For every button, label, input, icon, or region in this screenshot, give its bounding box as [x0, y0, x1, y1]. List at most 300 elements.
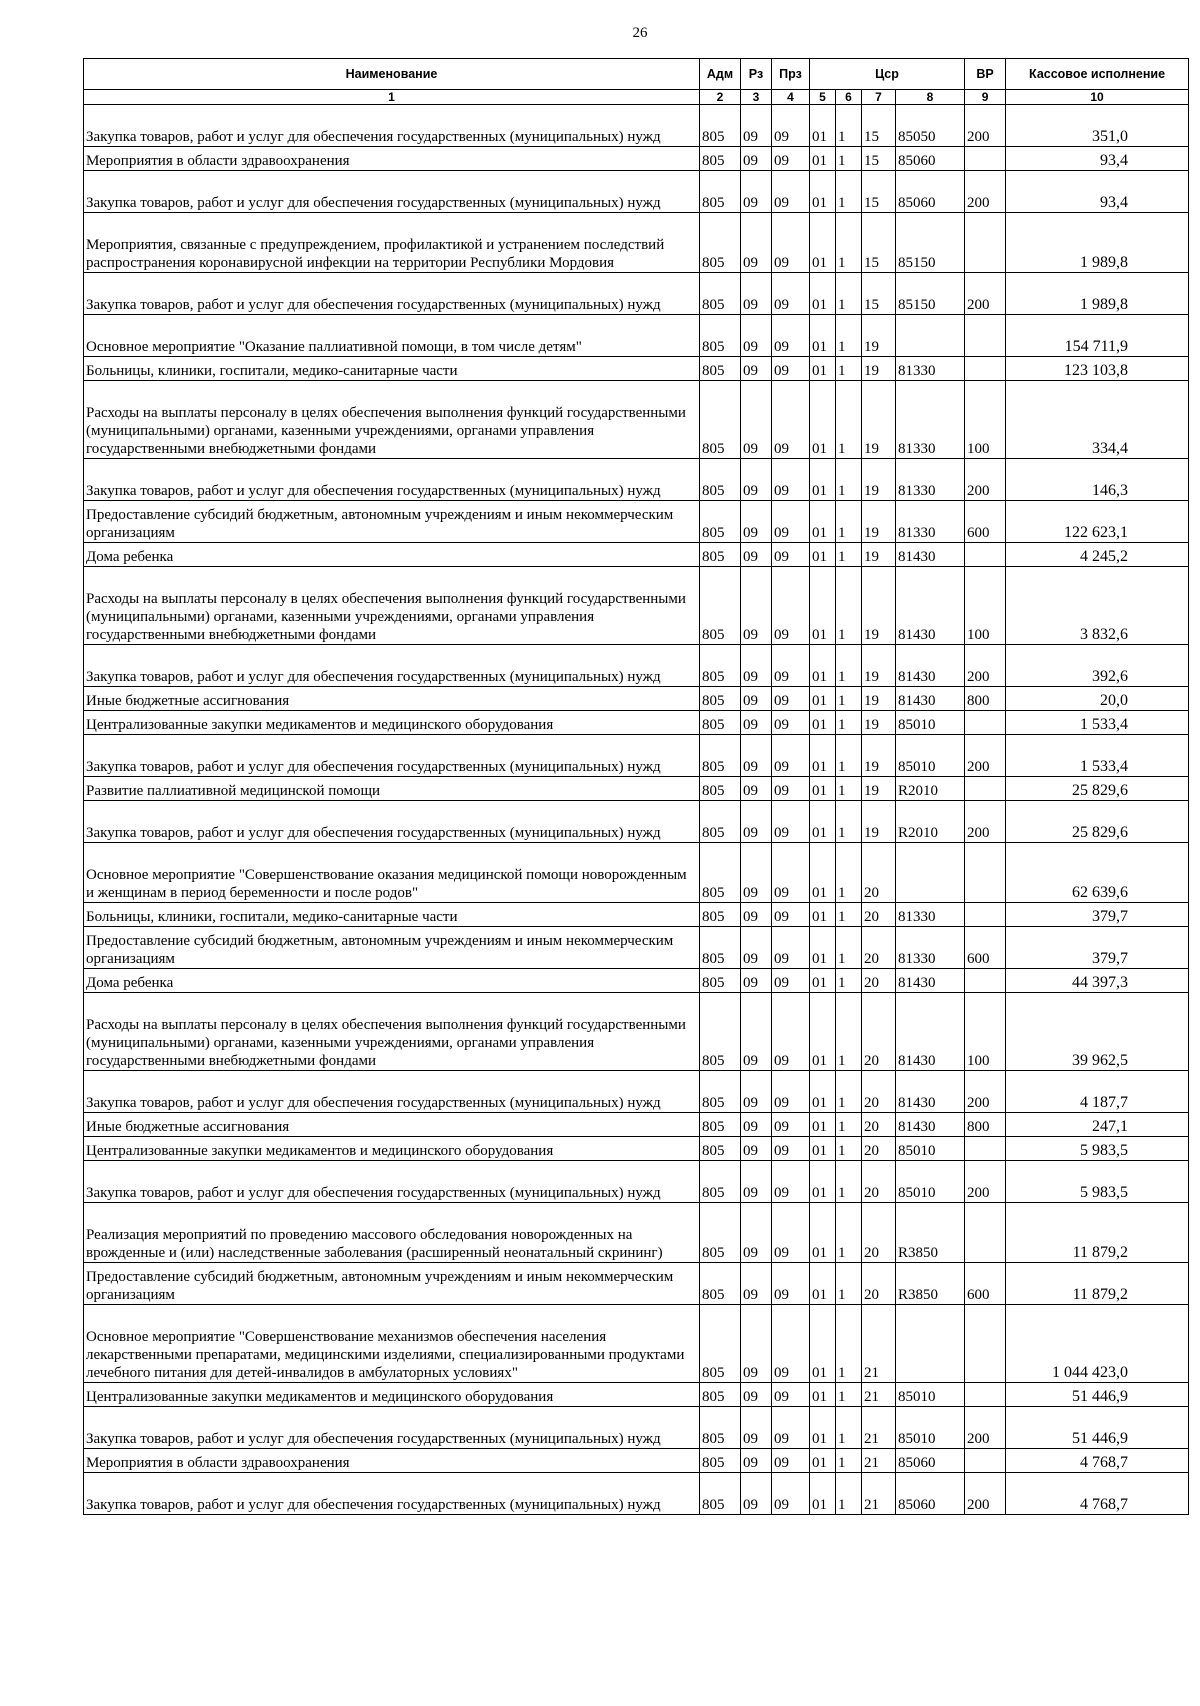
row-csr-subprogram: 1 — [836, 273, 862, 315]
row-csr-subprogram: 1 — [836, 1161, 862, 1203]
row-amount: 4 768,7 — [1006, 1449, 1189, 1473]
row-csr-event: 19 — [862, 801, 896, 843]
column-number: 9 — [965, 90, 1006, 105]
row-name: Закупка товаров, работ и услуг для обеспечения государственных (муниципальных) нужд — [84, 735, 700, 777]
row-name: Развитие паллиативной медицинской помощи — [84, 777, 700, 801]
row-csr-event: 15 — [862, 213, 896, 273]
row-adm: 805 — [700, 801, 741, 843]
row-vr — [965, 1383, 1006, 1407]
row-vr: 200 — [965, 645, 1006, 687]
row-prz: 09 — [772, 645, 810, 687]
row-vr: 600 — [965, 1263, 1006, 1305]
row-csr-subprogram: 1 — [836, 993, 862, 1071]
row-csr-direction: 81330 — [896, 357, 965, 381]
row-csr-subprogram: 1 — [836, 1203, 862, 1263]
row-csr-subprogram: 1 — [836, 357, 862, 381]
row-amount: 25 829,6 — [1006, 777, 1189, 801]
row-csr-program: 01 — [810, 927, 836, 969]
row-prz: 09 — [772, 1263, 810, 1305]
row-vr: 200 — [965, 171, 1006, 213]
row-csr-program: 01 — [810, 735, 836, 777]
row-csr-program: 01 — [810, 213, 836, 273]
row-name: Централизованные закупки медикаментов и медицинского оборудования — [84, 1137, 700, 1161]
row-prz: 09 — [772, 357, 810, 381]
row-csr-program: 01 — [810, 801, 836, 843]
row-adm: 805 — [700, 543, 741, 567]
row-adm: 805 — [700, 777, 741, 801]
table-row — [84, 381, 1189, 459]
row-rz: 09 — [741, 357, 772, 381]
row-vr — [965, 711, 1006, 735]
column-number: 8 — [896, 90, 965, 105]
table-row — [84, 1071, 1189, 1113]
table-row — [84, 1263, 1189, 1305]
row-amount: 334,4 — [1006, 381, 1189, 459]
row-adm: 805 — [700, 459, 741, 501]
row-adm: 805 — [700, 1305, 741, 1383]
row-csr-subprogram: 1 — [836, 1113, 862, 1137]
row-csr-program: 01 — [810, 711, 836, 735]
table-row — [84, 171, 1189, 213]
row-name: Централизованные закупки медикаментов и медицинского оборудования — [84, 1383, 700, 1407]
row-rz: 09 — [741, 1071, 772, 1113]
row-rz: 09 — [741, 147, 772, 171]
row-csr-direction — [896, 315, 965, 357]
row-csr-program: 01 — [810, 1305, 836, 1383]
row-rz: 09 — [741, 1137, 772, 1161]
row-prz: 09 — [772, 147, 810, 171]
table-row — [84, 315, 1189, 357]
row-csr-event: 19 — [862, 687, 896, 711]
row-csr-program: 01 — [810, 645, 836, 687]
row-csr-event: 19 — [862, 381, 896, 459]
row-rz: 09 — [741, 1383, 772, 1407]
row-amount: 1 533,4 — [1006, 711, 1189, 735]
row-adm: 805 — [700, 927, 741, 969]
row-csr-direction: 81430 — [896, 993, 965, 1071]
row-rz: 09 — [741, 315, 772, 357]
row-name: Основное мероприятие "Совершенствование механизмов обеспечения населения лекарственными препаратами, медицинскими изделиями, специализированными продуктами лечебного питания для детей-инвалидов в амбулаторных условиях" — [84, 1305, 700, 1383]
row-prz: 09 — [772, 801, 810, 843]
page-number: 26 — [632, 25, 648, 41]
row-rz: 09 — [741, 381, 772, 459]
header-row — [84, 59, 1189, 90]
row-csr-direction: 81430 — [896, 543, 965, 567]
row-csr-event: 21 — [862, 1473, 896, 1515]
row-csr-program: 01 — [810, 993, 836, 1071]
row-csr-event: 19 — [862, 645, 896, 687]
row-rz: 09 — [741, 1407, 772, 1449]
row-csr-program: 01 — [810, 777, 836, 801]
row-csr-program: 01 — [810, 543, 836, 567]
row-adm: 805 — [700, 1407, 741, 1449]
row-vr — [965, 969, 1006, 993]
row-prz: 09 — [772, 1305, 810, 1383]
column-number: 1 — [84, 90, 700, 105]
table-row — [84, 903, 1189, 927]
row-rz: 09 — [741, 567, 772, 645]
table-row — [84, 645, 1189, 687]
table-row — [84, 213, 1189, 273]
table-row — [84, 105, 1189, 147]
row-vr — [965, 777, 1006, 801]
budget-table — [83, 58, 1189, 1515]
row-vr: 800 — [965, 1113, 1006, 1137]
row-csr-program: 01 — [810, 1473, 836, 1515]
table-row — [84, 711, 1189, 735]
row-csr-program: 01 — [810, 843, 836, 903]
row-csr-direction: 81430 — [896, 645, 965, 687]
table-row — [84, 1449, 1189, 1473]
row-vr: 100 — [965, 381, 1006, 459]
row-csr-subprogram: 1 — [836, 903, 862, 927]
row-rz: 09 — [741, 459, 772, 501]
row-name: Мероприятия в области здравоохранения — [84, 1449, 700, 1473]
row-name: Дома ребенка — [84, 969, 700, 993]
row-csr-subprogram: 1 — [836, 1137, 862, 1161]
row-csr-subprogram: 1 — [836, 1383, 862, 1407]
table-row — [84, 1137, 1189, 1161]
row-vr: 200 — [965, 1161, 1006, 1203]
row-rz: 09 — [741, 1263, 772, 1305]
row-rz: 09 — [741, 777, 772, 801]
row-csr-subprogram: 1 — [836, 711, 862, 735]
row-prz: 09 — [772, 1407, 810, 1449]
row-csr-direction: 85050 — [896, 105, 965, 147]
row-name: Закупка товаров, работ и услуг для обеспечения государственных (муниципальных) нужд — [84, 459, 700, 501]
row-csr-event: 19 — [862, 357, 896, 381]
row-csr-subprogram: 1 — [836, 1407, 862, 1449]
row-name: Мероприятия в области здравоохранения — [84, 147, 700, 171]
row-rz: 09 — [741, 105, 772, 147]
row-csr-program: 01 — [810, 1161, 836, 1203]
row-vr — [965, 843, 1006, 903]
row-csr-program: 01 — [810, 1071, 836, 1113]
row-csr-event: 20 — [862, 969, 896, 993]
table-row — [84, 459, 1189, 501]
row-prz: 09 — [772, 1473, 810, 1515]
row-csr-subprogram: 1 — [836, 315, 862, 357]
row-prz: 09 — [772, 567, 810, 645]
row-vr — [965, 543, 1006, 567]
row-rz: 09 — [741, 843, 772, 903]
row-name: Централизованные закупки медикаментов и медицинского оборудования — [84, 711, 700, 735]
row-amount: 25 829,6 — [1006, 801, 1189, 843]
row-csr-event: 20 — [862, 843, 896, 903]
row-csr-event: 20 — [862, 1071, 896, 1113]
row-csr-subprogram: 1 — [836, 687, 862, 711]
row-name: Закупка товаров, работ и услуг для обеспечения государственных (муниципальных) нужд — [84, 1071, 700, 1113]
row-amount: 11 879,2 — [1006, 1263, 1189, 1305]
table-row — [84, 147, 1189, 171]
row-prz: 09 — [772, 459, 810, 501]
row-prz: 09 — [772, 501, 810, 543]
column-number: 5 — [810, 90, 836, 105]
row-csr-program: 01 — [810, 1113, 836, 1137]
row-csr-program: 01 — [810, 459, 836, 501]
row-rz: 09 — [741, 969, 772, 993]
row-csr-subprogram: 1 — [836, 1071, 862, 1113]
row-csr-program: 01 — [810, 1137, 836, 1161]
row-adm: 805 — [700, 687, 741, 711]
row-amount: 93,4 — [1006, 147, 1189, 171]
row-csr-subprogram: 1 — [836, 381, 862, 459]
row-rz: 09 — [741, 801, 772, 843]
row-amount: 379,7 — [1006, 903, 1189, 927]
row-csr-direction: 85010 — [896, 735, 965, 777]
row-name: Расходы на выплаты персоналу в целях обеспечения выполнения функций государственными (муниципальными) органами, казенными учреждениями, органами управления государственными внебюджетными фондами — [84, 381, 700, 459]
row-adm: 805 — [700, 357, 741, 381]
table-row — [84, 357, 1189, 381]
row-csr-event: 19 — [862, 711, 896, 735]
row-prz: 09 — [772, 1161, 810, 1203]
row-csr-event: 21 — [862, 1383, 896, 1407]
table-row — [84, 927, 1189, 969]
row-prz: 09 — [772, 171, 810, 213]
row-csr-subprogram: 1 — [836, 459, 862, 501]
row-csr-direction: 85010 — [896, 711, 965, 735]
row-rz: 09 — [741, 1473, 772, 1515]
table-row — [84, 1161, 1189, 1203]
row-prz: 09 — [772, 213, 810, 273]
row-csr-event: 20 — [862, 1203, 896, 1263]
row-adm: 805 — [700, 1263, 741, 1305]
row-amount: 392,6 — [1006, 645, 1189, 687]
row-csr-direction: 81330 — [896, 903, 965, 927]
row-rz: 09 — [741, 927, 772, 969]
column-number: 2 — [700, 90, 741, 105]
row-csr-program: 01 — [810, 315, 836, 357]
row-adm: 805 — [700, 993, 741, 1071]
row-adm: 805 — [700, 567, 741, 645]
row-prz: 09 — [772, 735, 810, 777]
row-csr-direction: 81430 — [896, 687, 965, 711]
row-adm: 805 — [700, 735, 741, 777]
header-name: Наименование — [84, 59, 700, 90]
row-csr-direction: 81430 — [896, 567, 965, 645]
row-rz: 09 — [741, 543, 772, 567]
row-prz: 09 — [772, 105, 810, 147]
row-prz: 09 — [772, 1113, 810, 1137]
row-amount: 1 989,8 — [1006, 273, 1189, 315]
row-csr-subprogram: 1 — [836, 147, 862, 171]
table-row — [84, 777, 1189, 801]
row-name: Закупка товаров, работ и услуг для обеспечения государственных (муниципальных) нужд — [84, 171, 700, 213]
row-prz: 09 — [772, 927, 810, 969]
row-csr-direction: 85150 — [896, 273, 965, 315]
row-rz: 09 — [741, 1305, 772, 1383]
row-amount: 3 832,6 — [1006, 567, 1189, 645]
row-csr-direction: 81430 — [896, 1071, 965, 1113]
header-amount: Кассовое исполнение — [1006, 59, 1189, 90]
row-adm: 805 — [700, 843, 741, 903]
row-vr: 200 — [965, 1473, 1006, 1515]
row-name: Больницы, клиники, госпитали, медико-санитарные части — [84, 903, 700, 927]
table-row — [84, 969, 1189, 993]
row-name: Закупка товаров, работ и услуг для обеспечения государственных (муниципальных) нужд — [84, 1407, 700, 1449]
row-name: Закупка товаров, работ и услуг для обеспечения государственных (муниципальных) нужд — [84, 801, 700, 843]
row-rz: 09 — [741, 1203, 772, 1263]
row-adm: 805 — [700, 1071, 741, 1113]
row-csr-event: 15 — [862, 273, 896, 315]
row-rz: 09 — [741, 1161, 772, 1203]
row-csr-subprogram: 1 — [836, 927, 862, 969]
row-csr-direction: 85010 — [896, 1383, 965, 1407]
column-number: 7 — [862, 90, 896, 105]
row-csr-program: 01 — [810, 273, 836, 315]
table-row — [84, 801, 1189, 843]
row-rz: 09 — [741, 213, 772, 273]
row-adm: 805 — [700, 1473, 741, 1515]
row-csr-program: 01 — [810, 1407, 836, 1449]
row-name: Закупка товаров, работ и услуг для обеспечения государственных (муниципальных) нужд — [84, 1473, 700, 1515]
row-rz: 09 — [741, 1449, 772, 1473]
row-prz: 09 — [772, 381, 810, 459]
row-amount: 62 639,6 — [1006, 843, 1189, 903]
row-amount: 5 983,5 — [1006, 1137, 1189, 1161]
row-prz: 09 — [772, 315, 810, 357]
row-amount: 122 623,1 — [1006, 501, 1189, 543]
header-vr: ВР — [965, 59, 1006, 90]
row-vr: 100 — [965, 993, 1006, 1071]
row-csr-program: 01 — [810, 105, 836, 147]
row-csr-direction: R3850 — [896, 1203, 965, 1263]
row-vr: 800 — [965, 687, 1006, 711]
row-csr-subprogram: 1 — [836, 801, 862, 843]
table-row — [84, 687, 1189, 711]
row-vr: 200 — [965, 459, 1006, 501]
row-amount: 154 711,9 — [1006, 315, 1189, 357]
row-adm: 805 — [700, 171, 741, 213]
row-csr-direction: 85150 — [896, 213, 965, 273]
row-csr-program: 01 — [810, 171, 836, 213]
table-row — [84, 1407, 1189, 1449]
table-row — [84, 543, 1189, 567]
row-csr-subprogram: 1 — [836, 645, 862, 687]
table-row — [84, 1203, 1189, 1263]
row-amount: 93,4 — [1006, 171, 1189, 213]
row-csr-direction: R2010 — [896, 777, 965, 801]
row-rz: 09 — [741, 735, 772, 777]
row-vr: 200 — [965, 273, 1006, 315]
row-amount: 11 879,2 — [1006, 1203, 1189, 1263]
row-csr-subprogram: 1 — [836, 1449, 862, 1473]
row-csr-subprogram: 1 — [836, 843, 862, 903]
row-adm: 805 — [700, 1161, 741, 1203]
row-name: Мероприятия, связанные с предупреждением, профилактикой и устранением последствий распространения коронавирусной инфекции на территории Республики Мордовия — [84, 213, 700, 273]
row-csr-direction: 85010 — [896, 1137, 965, 1161]
row-adm: 805 — [700, 381, 741, 459]
row-vr: 200 — [965, 1071, 1006, 1113]
table-body — [84, 105, 1189, 1515]
row-csr-direction: 81430 — [896, 1113, 965, 1137]
row-rz: 09 — [741, 273, 772, 315]
row-name: Расходы на выплаты персоналу в целях обеспечения выполнения функций государственными (муниципальными) органами, казенными учреждениями, органами управления государственными внебюджетными фондами — [84, 567, 700, 645]
column-number-row — [84, 90, 1189, 105]
row-adm: 805 — [700, 645, 741, 687]
row-csr-event: 20 — [862, 1113, 896, 1137]
row-name: Предоставление субсидий бюджетным, автономным учреждениям и иным некоммерческим организациям — [84, 927, 700, 969]
row-csr-direction: 81430 — [896, 969, 965, 993]
row-adm: 805 — [700, 315, 741, 357]
row-csr-program: 01 — [810, 147, 836, 171]
row-name: Расходы на выплаты персоналу в целях обеспечения выполнения функций государственными (муниципальными) органами, казенными учреждениями, органами управления государственными внебюджетными фондами — [84, 993, 700, 1071]
row-csr-direction: 85010 — [896, 1407, 965, 1449]
row-amount: 123 103,8 — [1006, 357, 1189, 381]
row-rz: 09 — [741, 1113, 772, 1137]
column-number: 4 — [772, 90, 810, 105]
row-csr-event: 19 — [862, 567, 896, 645]
row-amount: 4 245,2 — [1006, 543, 1189, 567]
row-amount: 146,3 — [1006, 459, 1189, 501]
row-csr-event: 20 — [862, 1263, 896, 1305]
row-amount: 51 446,9 — [1006, 1407, 1189, 1449]
row-name: Закупка товаров, работ и услуг для обеспечения государственных (муниципальных) нужд — [84, 273, 700, 315]
row-prz: 09 — [772, 1071, 810, 1113]
row-adm: 805 — [700, 969, 741, 993]
row-adm: 805 — [700, 1383, 741, 1407]
row-adm: 805 — [700, 105, 741, 147]
row-csr-event: 19 — [862, 543, 896, 567]
table-row — [84, 501, 1189, 543]
row-amount: 51 446,9 — [1006, 1383, 1189, 1407]
row-vr: 200 — [965, 735, 1006, 777]
row-adm: 805 — [700, 1137, 741, 1161]
row-amount: 351,0 — [1006, 105, 1189, 147]
row-vr: 200 — [965, 801, 1006, 843]
row-csr-direction: 81330 — [896, 501, 965, 543]
row-csr-subprogram: 1 — [836, 213, 862, 273]
row-rz: 09 — [741, 171, 772, 213]
row-vr: 600 — [965, 501, 1006, 543]
row-name: Основное мероприятие "Оказание паллиативной помощи, в том числе детям" — [84, 315, 700, 357]
row-csr-event: 15 — [862, 147, 896, 171]
row-amount: 1 989,8 — [1006, 213, 1189, 273]
table-row — [84, 273, 1189, 315]
row-csr-event: 15 — [862, 171, 896, 213]
row-csr-program: 01 — [810, 903, 836, 927]
row-rz: 09 — [741, 711, 772, 735]
row-prz: 09 — [772, 1449, 810, 1473]
row-prz: 09 — [772, 1203, 810, 1263]
row-csr-event: 21 — [862, 1407, 896, 1449]
row-prz: 09 — [772, 969, 810, 993]
row-csr-direction — [896, 1305, 965, 1383]
row-csr-direction: 85060 — [896, 171, 965, 213]
row-name: Дома ребенка — [84, 543, 700, 567]
row-prz: 09 — [772, 903, 810, 927]
row-vr: 200 — [965, 1407, 1006, 1449]
header-csr: Цср — [810, 59, 965, 90]
row-adm: 805 — [700, 1113, 741, 1137]
row-csr-direction: 85060 — [896, 147, 965, 171]
row-csr-subprogram: 1 — [836, 1473, 862, 1515]
row-csr-direction — [896, 843, 965, 903]
row-vr: 600 — [965, 927, 1006, 969]
row-csr-subprogram: 1 — [836, 171, 862, 213]
row-csr-program: 01 — [810, 381, 836, 459]
row-name: Предоставление субсидий бюджетным, автономным учреждениям и иным некоммерческим организациям — [84, 1263, 700, 1305]
row-csr-direction: R3850 — [896, 1263, 965, 1305]
row-adm: 805 — [700, 501, 741, 543]
row-csr-event: 20 — [862, 993, 896, 1071]
row-amount: 5 983,5 — [1006, 1161, 1189, 1203]
row-vr — [965, 1449, 1006, 1473]
table-row — [84, 1383, 1189, 1407]
header-rz: Рз — [741, 59, 772, 90]
row-csr-subprogram: 1 — [836, 105, 862, 147]
column-number: 3 — [741, 90, 772, 105]
